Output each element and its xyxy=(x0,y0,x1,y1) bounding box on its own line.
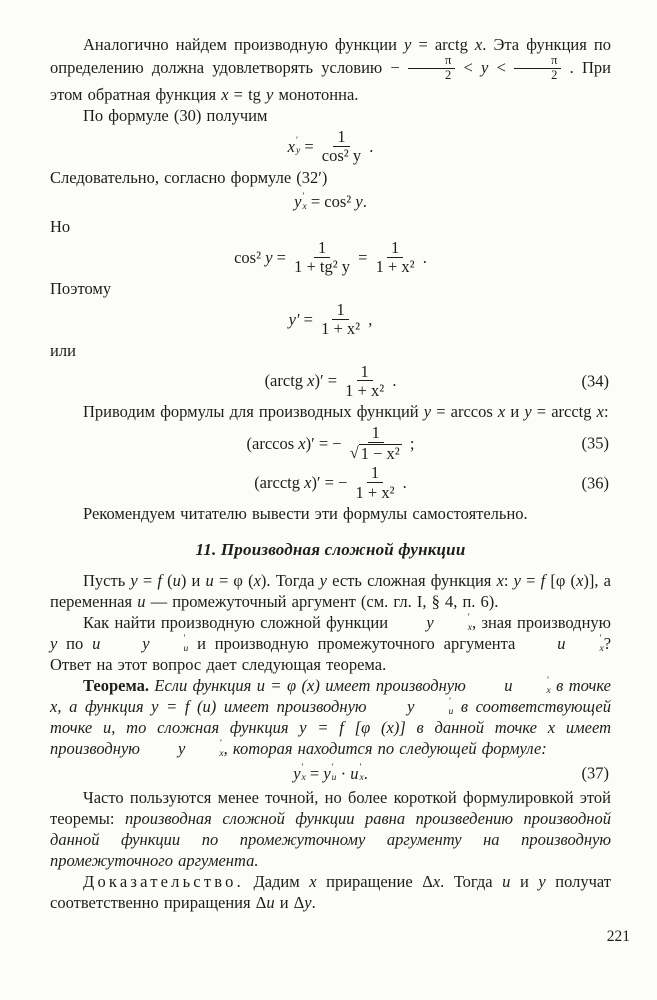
equation-number-34: (34) xyxy=(581,371,609,391)
math-var: u ′ x xyxy=(350,762,364,784)
equation-number-37: (37) xyxy=(581,763,609,783)
fraction: $\frac{1}{\text{1 + x²}}$ xyxy=(375,237,415,277)
text-run: [φ ( xyxy=(545,571,577,591)
paragraph-formula-32-lead xyxy=(50,167,611,188)
text-run: Следовательно, согласно формуле (32′) xyxy=(50,167,328,187)
text-run: y′ xyxy=(288,309,300,329)
formula-content xyxy=(234,239,427,276)
text-run: Рекомендуем читателю вывести эти формулы самостоятельно. xyxy=(83,504,528,524)
text-run: . Эта функция по определению должна удовлетворять условию − xyxy=(50,35,612,78)
formula-content xyxy=(288,128,374,165)
text-run: y xyxy=(404,35,412,54)
text-run: Теорема. xyxy=(83,676,149,696)
math-var: u ′ x xyxy=(504,674,551,696)
math-var: y ′ u xyxy=(407,695,454,717)
text-run: ? Ответ на этот вопрос дает следующая теорема. xyxy=(50,634,612,675)
text-run: y xyxy=(130,571,138,591)
text-run: y xyxy=(266,84,274,104)
text-run: = arctg xyxy=(411,35,475,54)
text-run: Но xyxy=(50,216,71,236)
text-run: = xyxy=(520,571,541,591)
text-run: x xyxy=(474,35,483,54)
text-run: y xyxy=(355,192,363,212)
text-run: или xyxy=(50,340,76,360)
formula-content xyxy=(293,763,368,784)
text-run: Дадим xyxy=(243,872,310,892)
text-run: x xyxy=(298,433,306,453)
formula-content xyxy=(294,191,367,212)
paragraph-no xyxy=(50,216,611,237)
text-run: y xyxy=(50,634,58,654)
page-number: 221 xyxy=(606,928,630,945)
text-run xyxy=(100,634,109,653)
paragraph-arctg-condition xyxy=(50,34,611,105)
text-run: = arccos xyxy=(431,402,498,422)
text-run: x xyxy=(307,371,315,391)
text-run: cos² xyxy=(234,247,266,267)
text-run: есть сложная функция xyxy=(326,571,497,591)
text-run: u xyxy=(502,872,511,892)
text-run: Пусть xyxy=(83,571,131,591)
text-run: в точке x, а функция y = f (u) имеет производную xyxy=(50,676,612,717)
text-run: Часто пользуются менее точной, но более короткой формулировкой этой теоремы: xyxy=(50,788,611,829)
formula-content xyxy=(247,424,415,462)
text-run: y xyxy=(524,402,532,422)
text-run: (arcctg xyxy=(254,473,305,493)
text-run: ; xyxy=(405,433,415,453)
fraction: $\frac{1}{\text{cos² y}}$ xyxy=(321,126,362,166)
text-run: < xyxy=(455,58,482,78)
text-run: y xyxy=(481,58,489,78)
text-run: · xyxy=(336,763,351,783)
formula-y-prime xyxy=(50,301,611,338)
fraction: 1 √ 1 − x² xyxy=(349,423,400,463)
text-run: )′ = − xyxy=(305,433,346,453)
formula-cos2-identity xyxy=(50,239,611,276)
text-run: получат соответственно приращения Δ xyxy=(50,872,611,913)
text-run: . При этом обратная функция xyxy=(50,58,611,104)
text-run: . xyxy=(362,192,367,212)
text-run: y xyxy=(423,402,432,422)
formula-content xyxy=(289,301,373,338)
math-var: y ′ u xyxy=(323,762,337,784)
formula-36 xyxy=(50,464,611,501)
text-run: , которая находится по следующей формуле: xyxy=(223,739,547,759)
math-var: y ′ x xyxy=(426,611,472,633)
paragraph-short-formulation xyxy=(50,787,611,871)
text-run: u xyxy=(92,634,101,654)
text-run: f xyxy=(157,571,162,591)
paragraph-formula-30-lead xyxy=(50,105,611,126)
text-run: . xyxy=(388,371,397,391)
text-run: x xyxy=(576,571,584,591)
fraction: $\frac{1}{\text{1 + x²}}$ xyxy=(345,361,385,400)
text-run: u xyxy=(205,571,214,591)
text-run: = cos² xyxy=(306,192,356,212)
fraction: $\frac{1}{\text{1 + x²}}$ xyxy=(355,463,395,502)
text-run: Если функция u = φ (x) имеет производную xyxy=(148,676,472,696)
text-run: y xyxy=(304,893,312,913)
text-run: и xyxy=(510,872,539,892)
text-run: f xyxy=(540,571,546,591)
text-run: )′ = xyxy=(314,371,342,391)
text-run: = xyxy=(272,247,291,267)
text-run: и производную промежуточного аргумента xyxy=(188,634,525,654)
text-run: . xyxy=(311,893,316,913)
text-run: ) и xyxy=(180,571,206,591)
text-run: Как найти производную сложной функции xyxy=(83,613,394,633)
text-run: монотонна. xyxy=(273,84,359,104)
text-run: : xyxy=(603,402,609,422)
text-run: . Тогда xyxy=(440,872,503,892)
text-run: (arccos xyxy=(246,433,299,453)
text-run: приращение Δ xyxy=(316,872,433,892)
text-run: , зная производную xyxy=(471,613,611,633)
text-run: Аналогично найдем производную функции xyxy=(83,35,405,54)
text-run: ( xyxy=(161,571,173,591)
math-var: y ′ x xyxy=(293,762,306,784)
math-var: y ′ u xyxy=(142,632,189,654)
math-var: y ′ x xyxy=(178,737,224,759)
text-run: в соответствующей точке u, то сложная функция y = f [φ (x)] в данной точке x имеет производную xyxy=(50,697,611,759)
text-run: y xyxy=(319,571,327,591)
formula-inverse-derivative xyxy=(50,128,611,165)
text-run: y xyxy=(538,872,546,892)
fraction: $\frac{1}{\text{1 + tg² y}}$ xyxy=(294,237,351,277)
text-run: Поэтому xyxy=(50,278,112,298)
paragraph-proof-start xyxy=(50,871,611,913)
text-run: x xyxy=(253,571,261,591)
text-run: = xyxy=(305,763,324,783)
text-run: x xyxy=(496,571,504,591)
math-var: y ′ x xyxy=(294,190,307,212)
paragraph-theorem xyxy=(50,675,611,759)
formula-35 xyxy=(50,424,611,462)
text-run: — промежуточный аргумент (см. гл. I, § 4, п. 6). xyxy=(145,592,499,612)
text-run: , xyxy=(364,309,373,329)
text-run: : xyxy=(503,571,514,591)
text-run: . xyxy=(365,136,374,156)
paragraph-arccos-arcctg-lead xyxy=(50,401,611,422)
text-run: x xyxy=(309,872,317,892)
text-run: x xyxy=(221,84,229,104)
paragraph-poetomu xyxy=(50,278,611,299)
text-run: x xyxy=(432,872,441,892)
text-run: = xyxy=(299,309,318,329)
text-run: x xyxy=(304,473,312,493)
text-run: . xyxy=(363,763,368,783)
fraction: $\frac{\pi}{2}$ xyxy=(514,54,561,83)
text-run: . xyxy=(418,247,427,267)
paragraph-composite-intro xyxy=(50,570,611,612)
fraction: $\frac{1}{\text{1 + x²}}$ xyxy=(321,299,361,339)
formula-34 xyxy=(50,363,611,400)
formula-37 xyxy=(50,761,611,785)
equation-number-36: (36) xyxy=(581,473,609,493)
text-run: и xyxy=(505,402,525,422)
math-var: x ′ y xyxy=(287,135,301,157)
text-run: u xyxy=(266,893,275,913)
text-run: < xyxy=(488,58,515,78)
text-run: (arctg xyxy=(264,371,308,391)
section-heading: 11. Производная сложной функции xyxy=(195,540,466,560)
text-run: )′ = − xyxy=(311,473,352,493)
text-run: = φ ( xyxy=(213,571,254,591)
paragraph-recommend xyxy=(50,503,611,524)
equation-number-35: (35) xyxy=(581,433,609,453)
text-run: = xyxy=(354,247,372,267)
text-run: Приводим формулы для производных функций xyxy=(83,402,424,422)
text-run: = xyxy=(300,136,318,156)
text-run: u xyxy=(172,571,181,591)
text-run: )], а переменная xyxy=(50,571,611,612)
text-run: производная сложной функции равна произведению производной данной функции по промежуточному аргументу на производную промежуточного аргумента. xyxy=(50,809,611,871)
text-run: Доказательство. xyxy=(83,872,244,892)
fraction: $\frac{\pi}{2}$ xyxy=(408,54,455,83)
text-run: по xyxy=(57,634,93,654)
text-run: y xyxy=(513,571,521,591)
text-run: ). Тогда xyxy=(260,571,320,591)
paragraph-ili xyxy=(50,340,611,361)
text-run: и Δ xyxy=(274,893,305,913)
text-run: = arcctg xyxy=(531,402,597,422)
paragraph-question xyxy=(50,612,611,675)
text-run: = xyxy=(137,571,158,591)
text-run: x xyxy=(497,402,506,422)
formula-yx-cos2 xyxy=(50,190,611,214)
text-run: = tg xyxy=(228,84,267,104)
text-run: x xyxy=(596,402,604,422)
text-run: y xyxy=(265,247,273,267)
formula-content xyxy=(254,464,407,501)
math-var: u ′ x xyxy=(557,632,604,654)
text-run: По формуле (30) получим xyxy=(83,105,268,125)
text-run: . xyxy=(398,473,407,493)
formula-content xyxy=(265,363,397,400)
text-run: u xyxy=(137,592,146,612)
